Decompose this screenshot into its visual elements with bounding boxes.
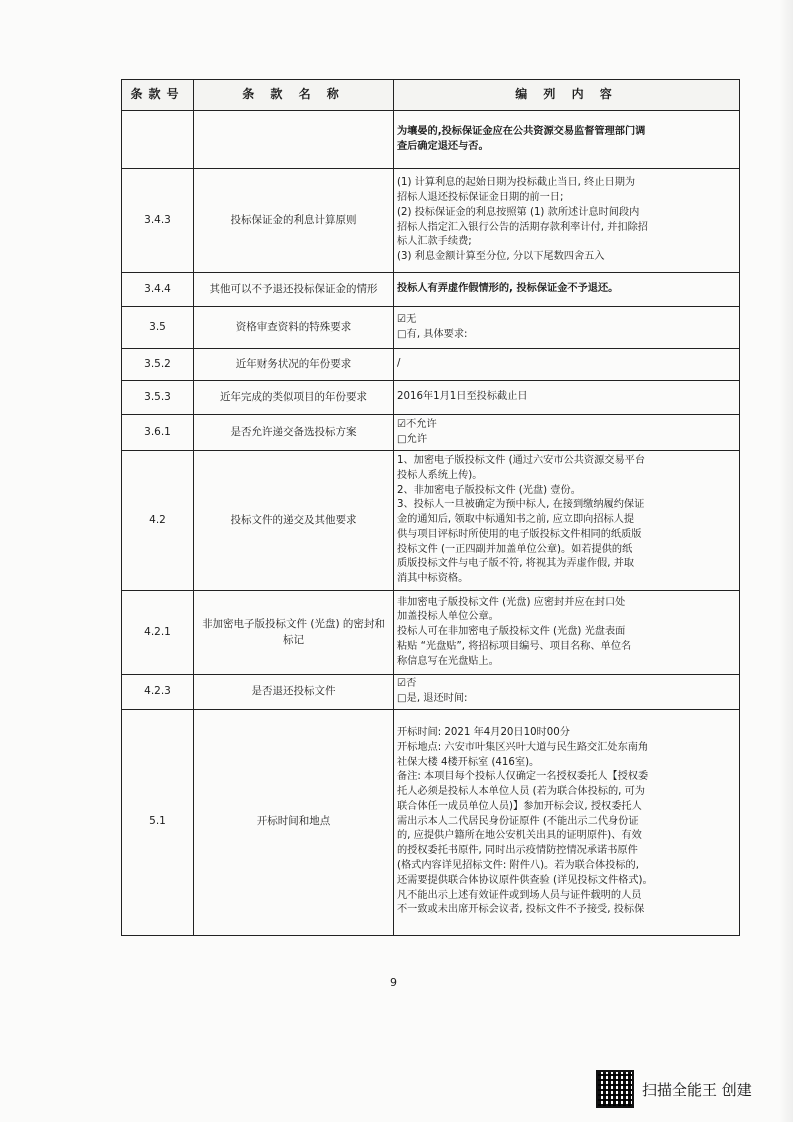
header-clause-number: 条款号 [122,80,194,111]
clause-number: 3.5.3 [122,381,194,415]
clause-name: 投标文件的递交及其他要求 [194,451,394,591]
clause-number: 3.5.2 [122,349,194,381]
clause-number: 3.4.4 [122,273,194,307]
clause-content [394,169,740,273]
header-clause-name: 条 款 名 称 [194,80,394,111]
watermark-text: 扫描全能王 创建 [642,1080,752,1099]
content-line: (格式内容详见招标文件: 附件八)。若为联合体投标的, [397,860,639,872]
content-line: 开标时间: 2021 年4月20日10时00分 [397,726,570,738]
content-line: 需出示本人二代居民身份证原件 (不能出示二代身份证 [397,815,639,827]
content-line: 不一致或未出席开标会议者, 投标文件不予接受, 投标保 [397,904,645,916]
clause-number: 4.2.3 [122,675,194,710]
content-line: 2016年1月1日至投标截止日 [397,391,528,403]
content-line: 投标人可在非加密电子版投标文件 (光盘) 光盘表面 [397,626,626,638]
clause-content [394,307,740,349]
table-row [122,111,740,169]
content-line: 备注: 本项目每个投标人仅确定一名授权委托人【授权委 [397,771,649,783]
table-row [122,591,740,675]
table-row [122,381,740,415]
content-line: 供与项目评标时所使用的电子版投标文件相同的纸质版 [397,528,642,540]
content-line: ☑无 [397,313,417,325]
content-line: 联合体任一成员单位人员)】参加开标会议, 授权委托人 [397,800,642,812]
content-line: 投标人系统上传)。 [397,469,483,481]
clause-number: 4.2.1 [122,591,194,675]
content-line: □是, 退还时间: [397,692,468,704]
clause-content [394,591,740,675]
content-line: 凡不能出示上述有效证件或到场人员与证件载明的人员 [397,889,642,901]
content-line: 投标人有弄虚作假情形的, 投标保证金不予退还。 [397,283,619,295]
content-line: 粘贴 “光盘贴”, 将招标项目编号、项目名称、单位名 [397,640,632,652]
content-line: 非加密电子版投标文件 (光盘) 应密封并应在封口处 [397,596,626,608]
content-line: 查后确定退还与否。 [397,140,489,152]
table-row [122,451,740,591]
clause-content [394,709,740,935]
clause-name: 资格审查资料的特殊要求 [194,307,394,349]
clause-content [394,381,740,415]
clause-name: 非加密电子版投标文件 (光盘) 的密封和标记 [194,591,394,675]
content-line: 招标人退还投标保证金日期的前一日; [397,191,564,203]
header-content: 编 列 内 容 [394,80,740,111]
content-line: 2、非加密电子版投标文件 (光盘) 壹份。 [397,484,581,496]
clause-number: 3.5 [122,307,194,349]
clause-number: 4.2 [122,451,194,591]
table-row [122,307,740,349]
clause-content [394,349,740,381]
content-line: 托人必须是投标人本单位人员 (若为联合体投标的, 可为 [397,786,645,798]
clause-number: 5.1 [122,709,194,935]
content-line: 消其中标资格。 [397,573,469,585]
clause-number: 3.4.3 [122,169,194,273]
content-line: 金的通知后, 领取中标通知书之前, 应立即向招标人提 [397,514,635,526]
clause-number: 3.6.1 [122,415,194,451]
content-line: ☑否 [397,678,417,689]
content-line: (2) 投标保证金的利息按照第 (1) 款所述计息时间段内 [397,206,640,218]
content-line: 标人汇款手续费; [397,236,472,248]
table-row [122,169,740,273]
table-row [122,709,740,935]
content-line: / [397,358,401,370]
clause-table [121,79,740,936]
clause-content [394,273,740,307]
page-number: 9 [390,976,397,989]
clause-name: 近年财务状况的年份要求 [194,349,394,381]
content-line: 3、投标人一旦被确定为预中标人, 在接到缴纳履约保证 [397,499,645,511]
table-row [122,349,740,381]
clause-name: 是否允许递交备选投标方案 [194,415,394,451]
clause-name: 开标时间和地点 [194,709,394,935]
content-line: □有, 具体要求: [397,328,468,340]
clause-name [194,111,394,169]
scanner-watermark [596,1070,752,1108]
content-line: 1、加密电子版投标文件 (通过六安市公共资源交易平台 [397,454,646,466]
content-line: 还需要提供联合体协议原件供查验 (详见投标文件格式)。 [397,874,653,886]
content-line: 称信息写在光盘贴上。 [397,655,499,667]
content-line: 投标文件 (一正四副并加盖单位公章)。如若提供的纸 [397,543,633,555]
table-header-row [122,80,740,111]
content-line: 开标地点: 六安市叶集区兴叶大道与民生路交汇处东南角 [397,741,649,753]
content-line: 社保大楼 4楼开标室 (416室)。 [397,756,540,768]
content-line: (3) 利息金额计算至分位, 分以下尾数四舍五入 [397,251,605,263]
clause-content [394,451,740,591]
content-line: 招标人指定汇入银行公告的活期存款利率计付, 并扣除招 [397,221,648,233]
content-line: 的, 应提供户籍所在地公安机关出具的证明原件)、有效 [397,830,642,842]
content-line: 加盖投标人单位公章。 [397,611,499,623]
table-row [122,415,740,451]
scan-edge-shadow [779,0,793,1122]
clause-name: 投标保证金的利息计算原则 [194,169,394,273]
content-line: ☑不允许 [397,418,437,430]
clause-name: 近年完成的类似项目的年份要求 [194,381,394,415]
content-line: □允许 [397,433,428,445]
qr-code-icon [596,1070,634,1108]
clause-name: 其他可以不予退还投标保证金的情形 [194,273,394,307]
table-row [122,675,740,710]
content-line: 质版投标文件与电子版不符, 将视其为弄虚作假, 并取 [397,558,635,570]
content-line: 的授权委托书原件, 同时出示疫情防控情况承诺书原件 [397,845,638,857]
clause-content [394,111,740,169]
content-line: (1) 计算利息的起始日期为投标截止当日, 终止日期为 [397,177,636,189]
clause-number [122,111,194,169]
clause-content [394,415,740,451]
table-row [122,273,740,307]
clause-content [394,675,740,710]
content-line: 为壤晏的,投标保证金应在公共资源交易监督管理部门调 [397,125,646,137]
clause-name: 是否退还投标文件 [194,675,394,710]
